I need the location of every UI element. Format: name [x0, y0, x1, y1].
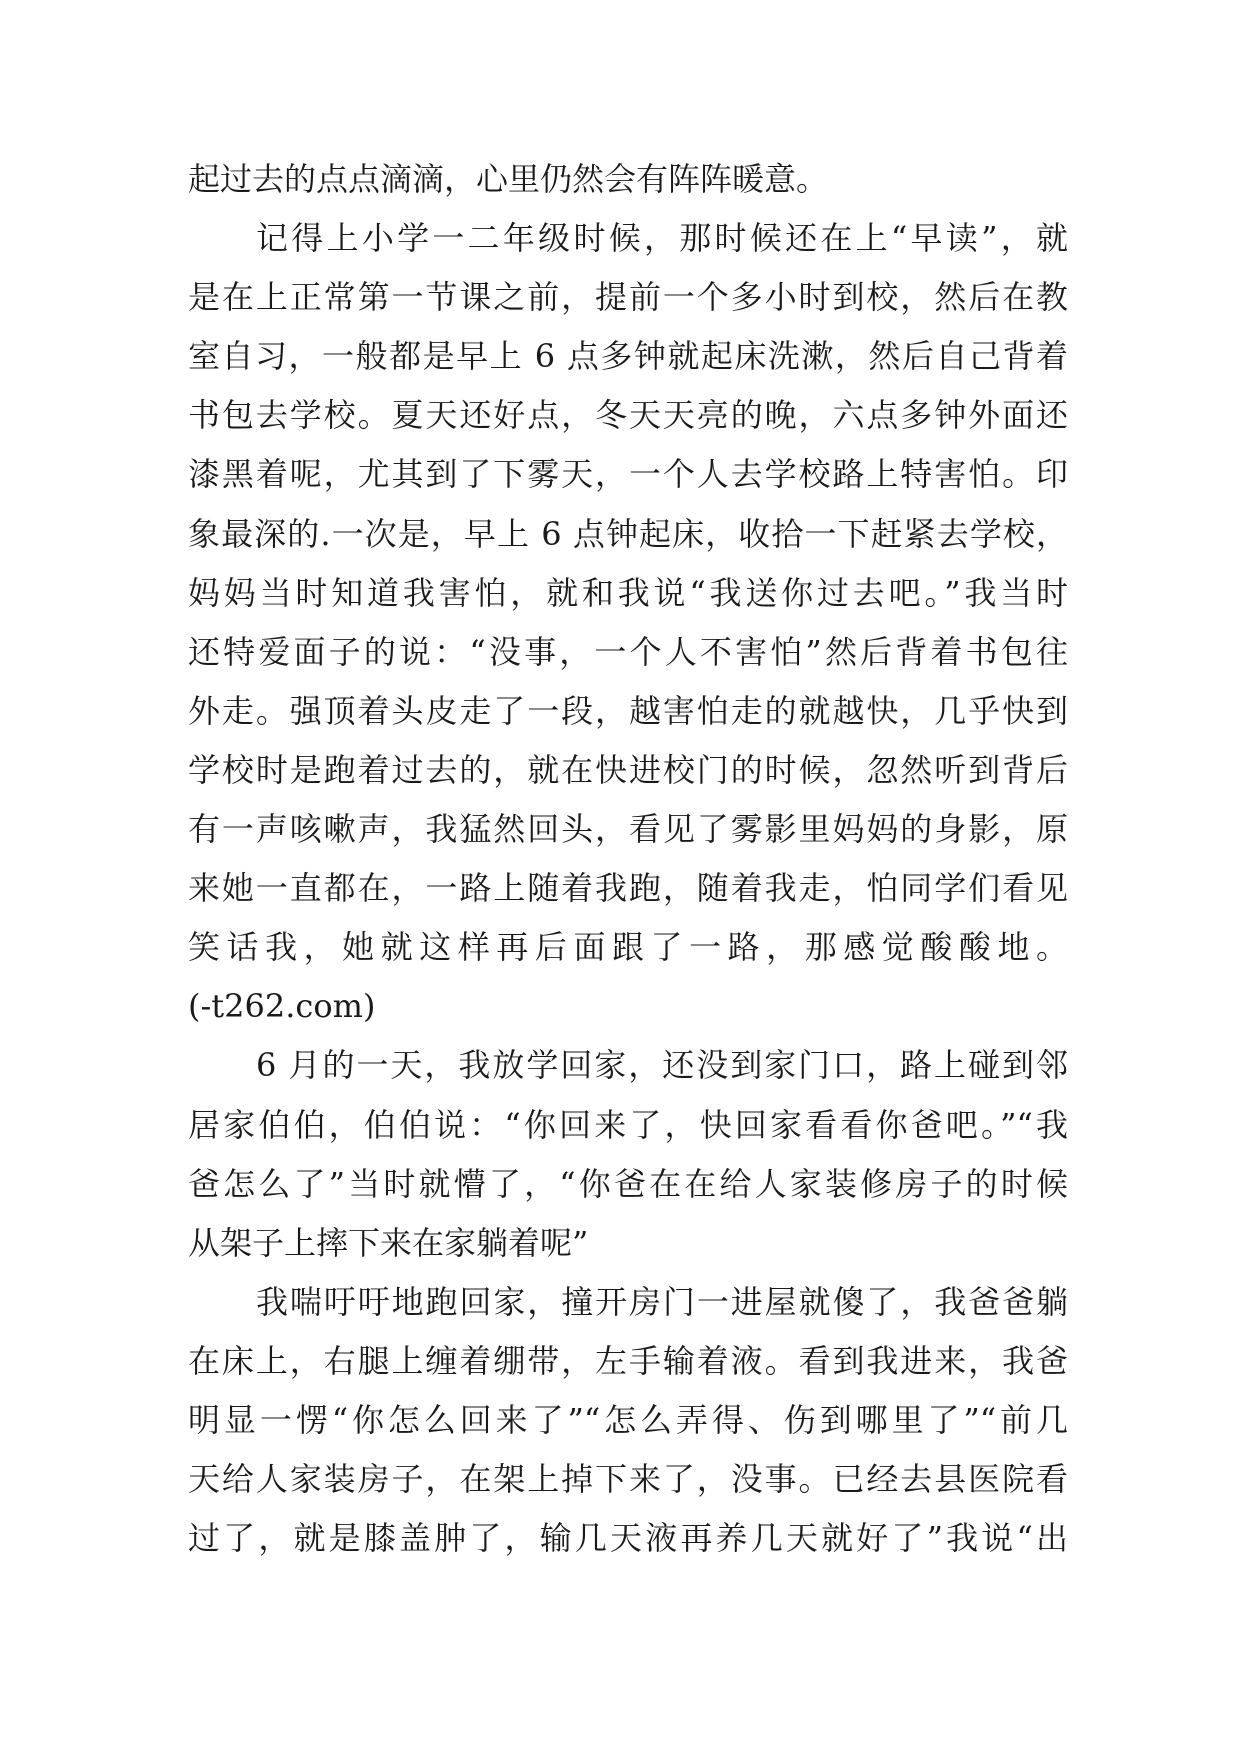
text-line: 在床上，右腿上缠着绷带，左手输着液。看到我进来，我爸 — [188, 1341, 1068, 1380]
body-text — [188, 150, 1068, 1568]
text-line: 居家伯伯，伯伯说：“你回来了，快回家看看你爸吧。”“我 — [188, 1105, 1068, 1144]
text-line: 过了，就是膝盖肿了，输几天液再养几天就好了”我说“出 — [188, 1519, 1068, 1558]
text-line: 起过去的点点滴滴，心里仍然会有阵阵暖意。 — [188, 160, 829, 198]
text-line: 从架子上摔下来在家躺着呢” — [188, 1223, 589, 1262]
text-line: 6 月的一天，我放学回家，还没到家门口，路上碰到邻 — [256, 1046, 1068, 1085]
text-line: 我喘吁吁地跑回家，撞开房门一进屋就傻了，我爸爸躺 — [256, 1282, 1068, 1321]
text-line: 妈妈当时知道我害怕，就和我说“我送你过去吧。”我当时 — [188, 573, 1068, 612]
text-line: 有一声咳嗽声，我猛然回头，看见了雾影里妈妈的身影，原 — [188, 810, 1068, 849]
text-line: 漆黑着呢，尤其到了下雾天，一个人去学校路上特害怕。印 — [188, 455, 1068, 494]
text-line: 室自习，一般都是早上 6 点多钟就起床洗漱，然后自己背着 — [188, 337, 1068, 376]
text-line: 记得上小学一二年级时候，那时候还在上“早读”，就 — [256, 219, 1068, 258]
text-line: 笑话我，她就这样再后面跟了一路，那感觉酸酸地。 — [188, 928, 1068, 967]
text-line: 明显一愣“你怎么回来了”“怎么弄得、伤到哪里了”“前几 — [188, 1400, 1068, 1439]
text-line: (-t262.com) — [188, 987, 376, 1026]
text-line: 书包去学校。夏天还好点，冬天天亮的晚，六点多钟外面还 — [188, 396, 1068, 435]
text-line: 外走。强顶着头皮走了一段，越害怕走的就越快，几乎快到 — [188, 691, 1068, 730]
text-line: 爸怎么了”当时就懵了，“你爸在在给人家装修房子的时候 — [188, 1164, 1068, 1203]
text-line: 还特爱面子的说：“没事，一个人不害怕”然后背着书包往 — [188, 632, 1068, 671]
text-line: 学校时是跑着过去的，就在快进校门的时候，忽然听到背后 — [188, 750, 1068, 789]
text-line: 来她一直都在，一路上随着我跑，随着我走，怕同学们看见 — [188, 869, 1068, 908]
text-line: 象最深的.一次是，早上 6 点钟起床，收拾一下赶紧去学校， — [188, 514, 1068, 553]
text-line: 天给人家装房子，在架上掉下来了，没事。已经去县医院看 — [188, 1460, 1068, 1499]
text-line: 是在上正常第一节课之前，提前一个多小时到校，然后在教 — [188, 278, 1068, 317]
